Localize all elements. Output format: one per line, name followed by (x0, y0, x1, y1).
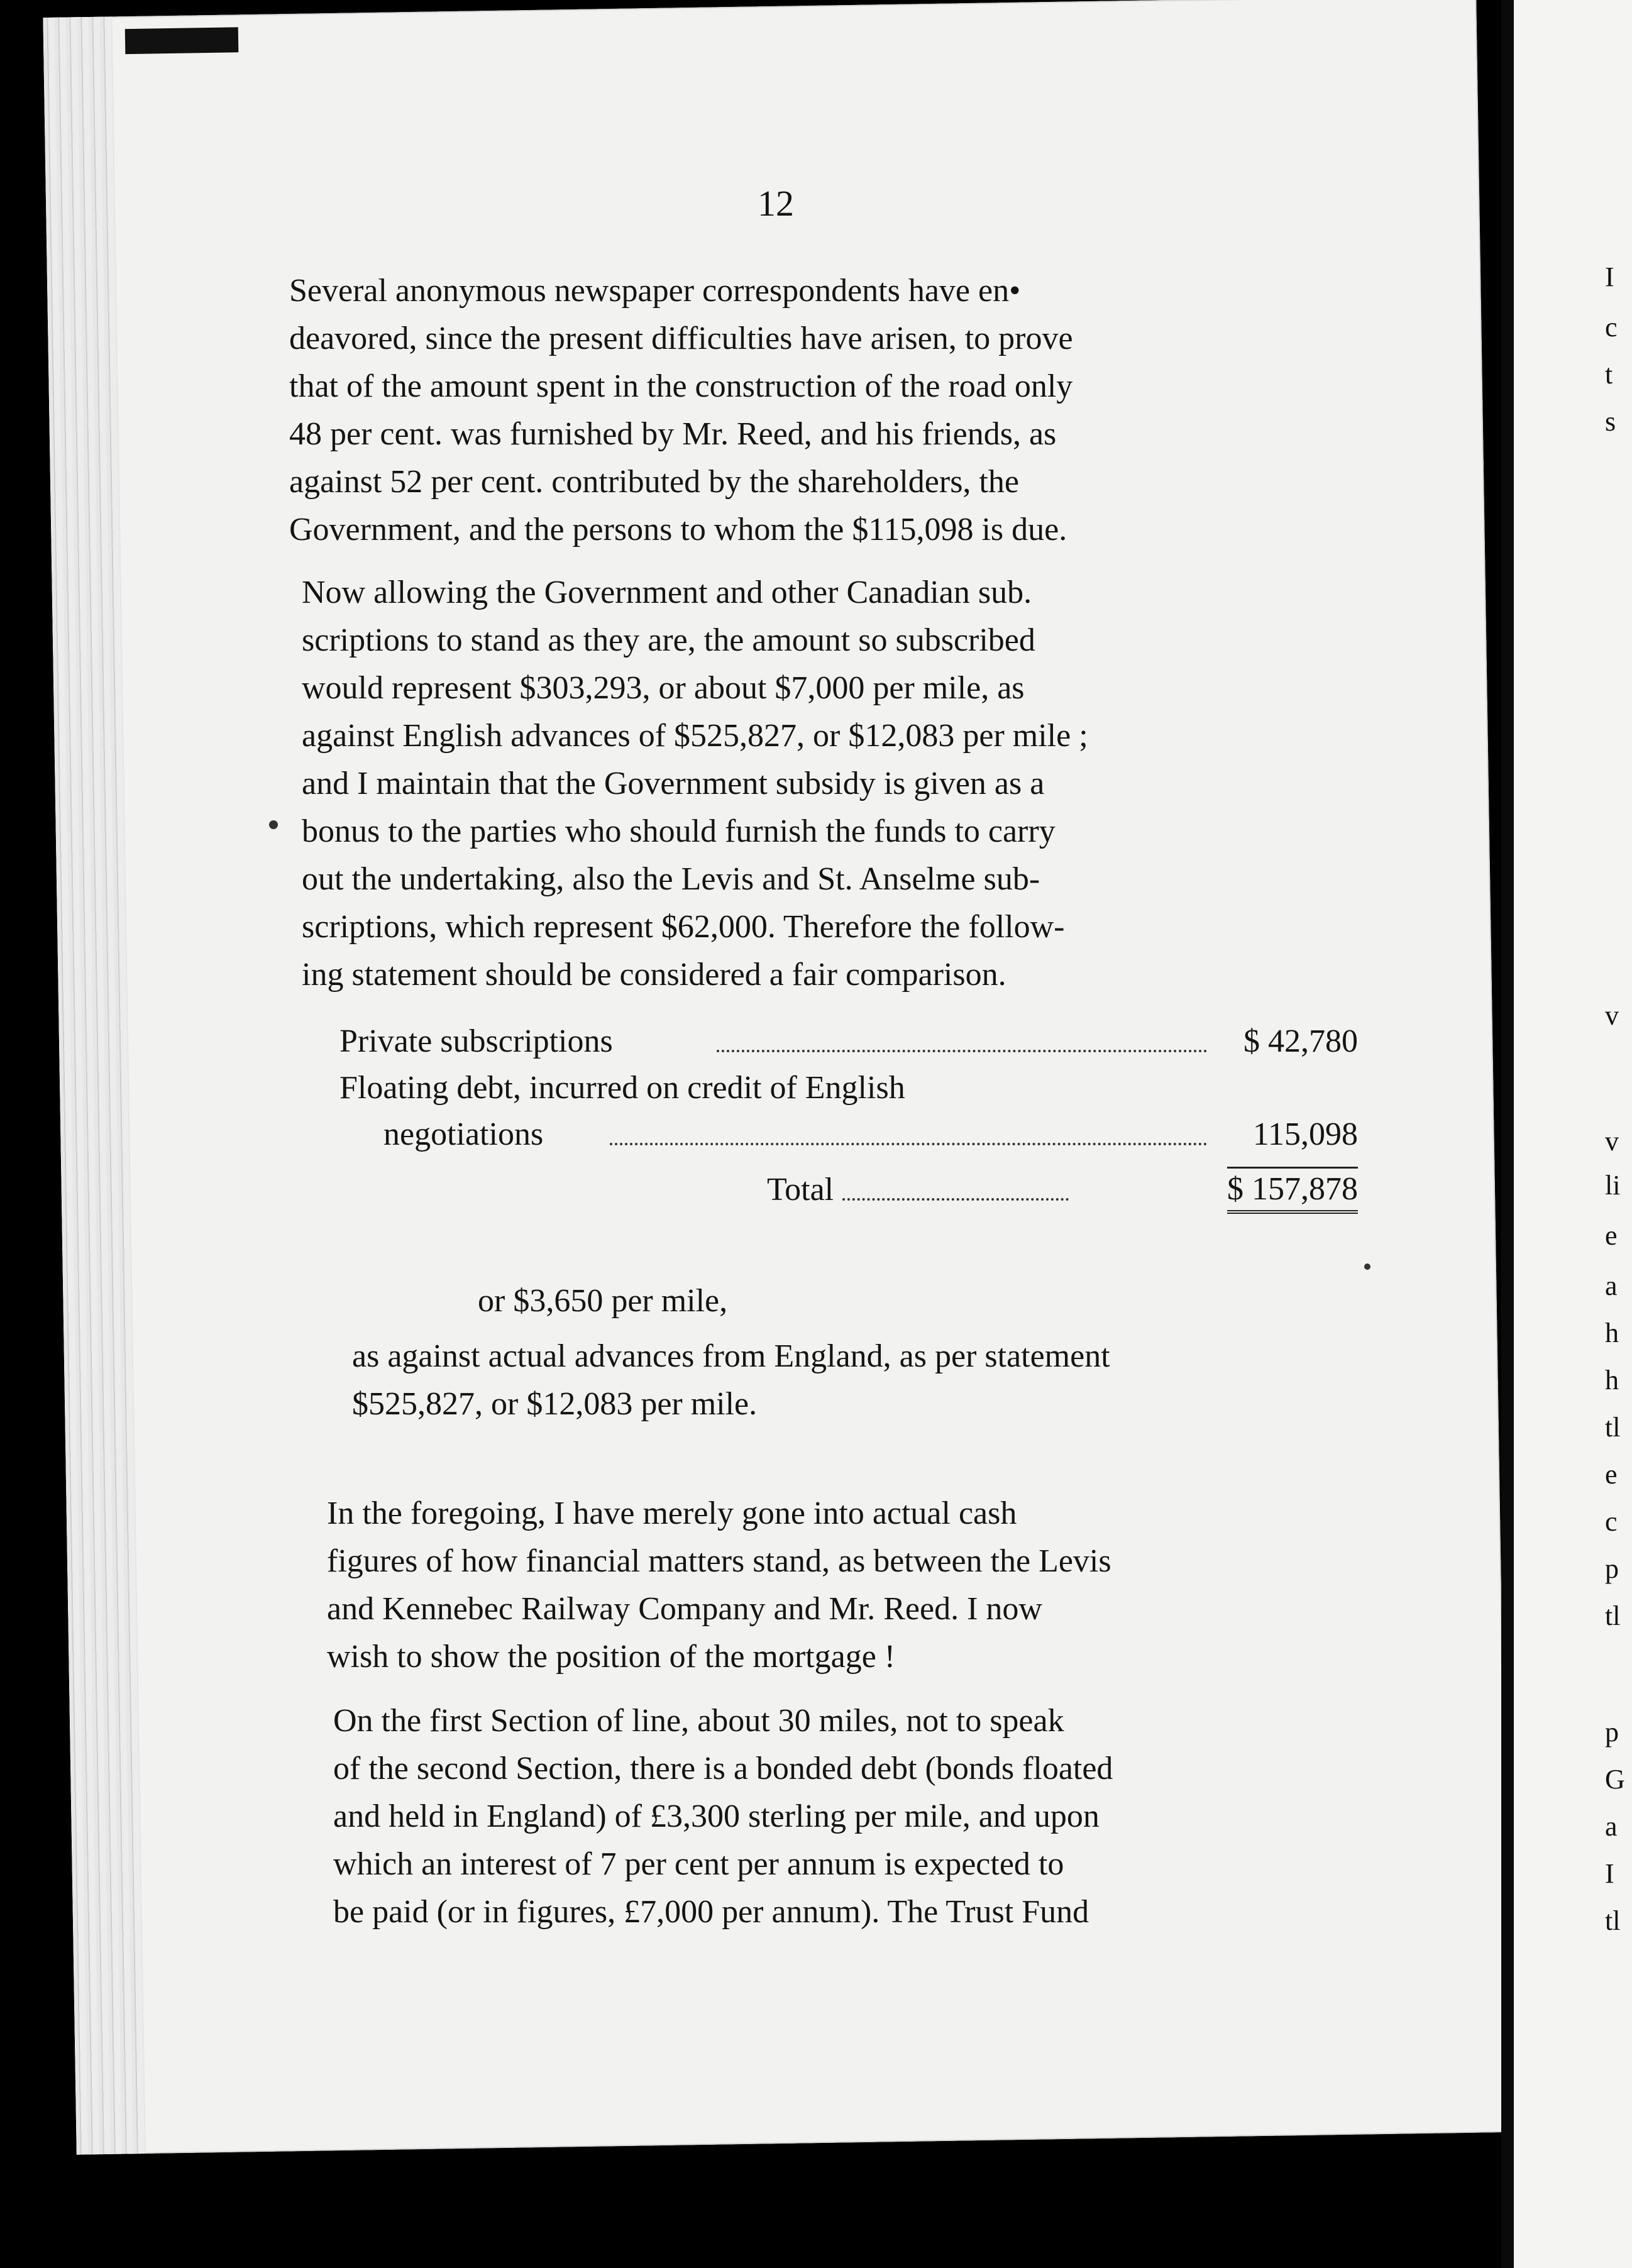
text-line: figures of how financial matters stand, as between the Levis (327, 1543, 1111, 1579)
next-page-fragment: tl (1605, 1600, 1621, 1631)
next-page-fragment: G (1605, 1764, 1625, 1795)
text-line: 48 per cent. was furnished by Mr. Reed, and his friends, as (289, 416, 1057, 452)
ledger-label: negotiations (383, 1116, 544, 1152)
paragraph-foregoing (327, 1490, 1471, 1681)
ledger-amount: 115,098 (1252, 1116, 1358, 1152)
text-line: $525,827, or $12,083 per mile. (352, 1386, 758, 1422)
binding-edge-mark (125, 27, 239, 54)
text-line: that of the amount spent in the construction of the road only (289, 368, 1073, 404)
text-line: against 52 per cent. contributed by the shareholders, the (289, 464, 1019, 500)
text-line: ing statement should be considered a fair comparison. (302, 957, 1006, 993)
ledger-row-floating-debt (339, 1065, 1358, 1111)
next-page-fragment: tl (1605, 1905, 1621, 1936)
next-page-fragment: s (1605, 406, 1616, 437)
text-line: and held in England) of £3,300 sterling per mile, and upon (333, 1798, 1100, 1834)
text-line: Now allowing the Government and other Canadian sub. (302, 575, 1032, 610)
dot-leader (717, 1018, 1207, 1052)
comparison-ledger (339, 1018, 1358, 1213)
next-page-fragment: c (1605, 1506, 1618, 1537)
text-line: deavored, since the present difficulties have arisen, to prove (289, 321, 1073, 356)
paragraph-government-subscriptions (302, 569, 1452, 999)
ledger-total-label: Total (767, 1172, 834, 1208)
ledger-total-amount: $ 157,878 (1227, 1167, 1358, 1214)
ledger-row-total (339, 1167, 1358, 1213)
next-page-fragment: h (1605, 1365, 1619, 1395)
adjacent-page-edge (1501, 0, 1632, 2268)
text-line: scriptions, which represent $62,000. Therefore the follow- (302, 909, 1065, 945)
next-page-fragment: e (1605, 1459, 1618, 1490)
next-page-fragment: v (1605, 1126, 1619, 1157)
text-line: which an interest of 7 per cent per annum is expected to (333, 1846, 1064, 1882)
next-page-fragment: I (1605, 1858, 1614, 1889)
next-page-fragment: a (1605, 1270, 1618, 1301)
dot-leader (842, 1167, 1069, 1201)
text-line: against English advances of $525,827, or $12,083 per mile ; (302, 718, 1088, 754)
ink-speck (269, 820, 278, 829)
next-page-fragment: e (1605, 1220, 1618, 1251)
next-page-fragment: p (1605, 1553, 1619, 1584)
page-number: 12 (758, 183, 794, 224)
next-page-fragment: t (1605, 359, 1613, 390)
text-line: of the second Section, there is a bonded debt (bonds floated (333, 1751, 1113, 1786)
text-line: Several anonymous newspaper correspondents have en• (289, 273, 1021, 309)
paragraph-actual-advances (352, 1333, 1458, 1428)
text-line: out the undertaking, also the Levis and St. Anselme sub- (302, 861, 1040, 897)
dot-leader (610, 1111, 1207, 1145)
text-line: scriptions to stand as they are, the amount so subscribed (302, 622, 1035, 658)
per-mile-note: or $3,650 per mile, (478, 1283, 728, 1319)
text-line: as against actual advances from England, as per statement (352, 1338, 1110, 1374)
text-line: bonus to the parties who should furnish the funds to carry (302, 813, 1056, 849)
text-line: Government, and the persons to whom the $115,098 is due. (289, 512, 1067, 548)
ledger-label: Private subscriptions (339, 1023, 613, 1059)
text-line: In the foregoing, I have merely gone into actual cash (327, 1495, 1017, 1531)
next-page-fragment: c (1605, 312, 1618, 343)
next-page-fragment: v (1605, 1000, 1619, 1031)
paragraph-anonymous-correspondents (289, 267, 1433, 554)
text-line: and I maintain that the Government subsidy is given as a (302, 766, 1045, 801)
text-line: wish to show the position of the mortgage ! (327, 1639, 896, 1675)
next-page-fragment: a (1605, 1811, 1618, 1842)
book-spine (1501, 0, 1514, 2268)
text-line: and Kennebec Railway Company and Mr. Reed. I now (327, 1591, 1042, 1627)
text-line: be paid (or in figures, £7,000 per annum). The Trust Fund (333, 1894, 1089, 1930)
text-line: On the first Section of line, about 30 miles, not to speak (333, 1703, 1064, 1739)
ledger-row-negotiations (339, 1111, 1358, 1158)
ledger-row-private-subscriptions (339, 1018, 1358, 1065)
next-page-fragment: p (1605, 1717, 1619, 1748)
paragraph-first-section (333, 1697, 1490, 1936)
next-page-fragment: li (1605, 1170, 1621, 1201)
next-page-fragment: tl (1605, 1412, 1621, 1443)
ledger-amount: $ 42,780 (1243, 1023, 1358, 1059)
ink-speck (1364, 1263, 1370, 1270)
next-page-fragment: h (1605, 1318, 1619, 1348)
ledger-label: Floating debt, incurred on credit of English (339, 1070, 905, 1106)
text-line: would represent $303,293, or about $7,000 per mile, as (302, 670, 1025, 706)
next-page-fragment: I (1605, 261, 1614, 292)
